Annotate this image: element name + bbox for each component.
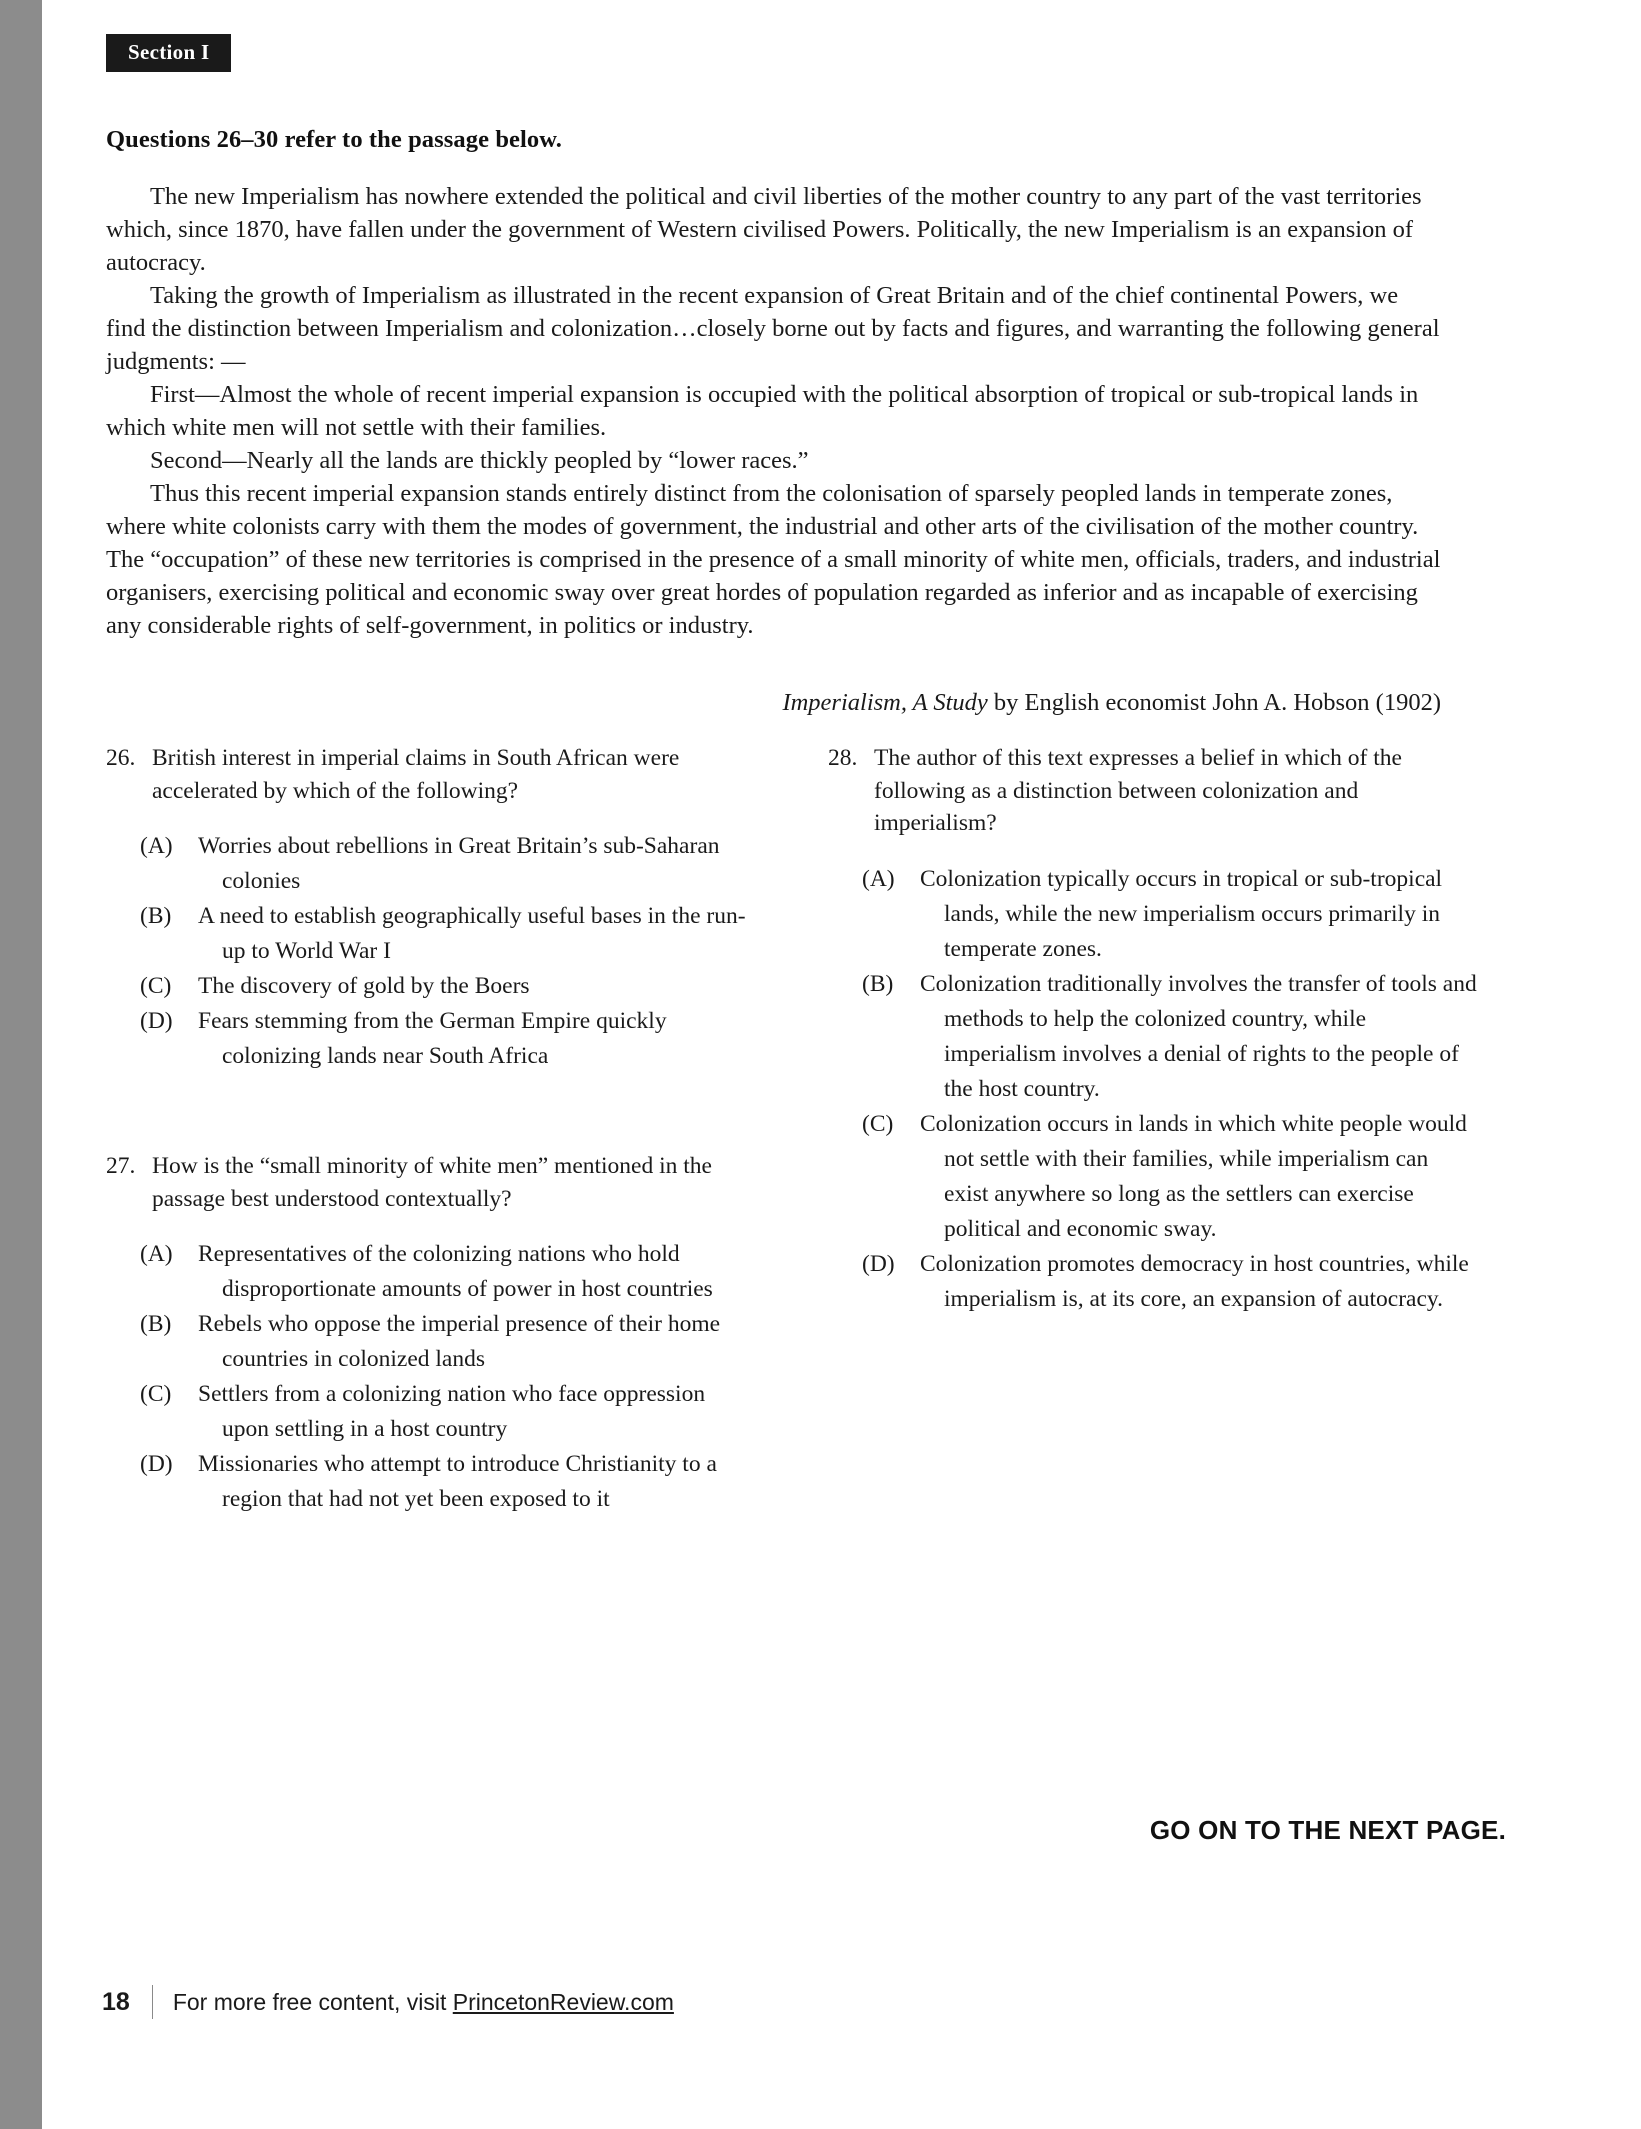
choice-text: Representatives of the colonizing nations who hold disproportionate amounts of power in host countries — [198, 1241, 713, 1302]
answer-choice-c[interactable] — [106, 1377, 756, 1447]
question-28 — [828, 742, 1478, 1317]
passage-attribution — [106, 686, 1441, 719]
choice-letter: (B) — [140, 903, 172, 929]
choice-text: Settlers from a colonizing nation who face oppression upon settling in a host country — [198, 1381, 706, 1442]
answer-choice-b[interactable] — [828, 967, 1478, 1107]
choice-letter: (A) — [862, 865, 895, 892]
princeton-review-link[interactable]: PrincetonReview.com — [452, 1988, 674, 2015]
answer-choice-d[interactable] — [828, 1247, 1478, 1317]
choice-text: Colonization typically occurs in tropical or sub-tropical lands, while the new imperialism occurs primarily in temperate zones. — [920, 865, 1443, 962]
answer-choice-c[interactable] — [828, 1107, 1478, 1247]
choice-letter: (D) — [140, 1008, 173, 1034]
choice-letter: (C) — [140, 1381, 172, 1407]
choice-letter: (C) — [140, 973, 172, 999]
answer-choice-b[interactable] — [106, 1307, 756, 1377]
footer-text — [172, 1988, 674, 2015]
choice-text: A need to establish geographically useful bases in the run-up to World War I — [198, 903, 746, 964]
passage-paragraph: Second—Nearly all the lands are thickly peopled by “lower races.” — [150, 447, 809, 474]
answer-choice-d[interactable] — [106, 1447, 756, 1517]
go-on-notice: GO ON TO THE NEXT PAGE. — [1149, 1815, 1506, 1845]
question-text: How is the “small minority of white men” mentioned in the passage best understood contextually? — [152, 1153, 712, 1212]
attribution-rest: by English economist John A. Hobson (1902) — [987, 689, 1441, 716]
question-stem — [106, 1150, 756, 1215]
page-binding-bar — [0, 0, 42, 2129]
passage-paragraph: Thus this recent imperial expansion stands entirely distinct from the colonisation of sparsely peopled lands in temperate zones, where white colonists carry with them the modes of government, the industrial and other arts of the civilisation of the mother country. The “occupation” of these new territories is comprised in the presence of a small minority of white men, officials, traders, and industrial organisers, exercising political and economic sway over great hordes of population regarded as inferior and as incapable of exercising any considerable rights of self-government, in politics or industry. — [106, 480, 1441, 639]
question-text: The author of this text expresses a belief in which of the following as a distinction between colonization and imperialism? — [874, 745, 1402, 836]
question-number: 27. — [106, 1153, 136, 1179]
section-tag: Section I — [106, 34, 231, 72]
questions-area — [106, 742, 1546, 1551]
choice-letter: (D) — [862, 1250, 895, 1277]
passage-paragraph: The new Imperialism has nowhere extended the political and civil liberties of the mother country to any part of the vast territories which, since 1870, have fallen under the government of Western civilised Powers. Politically, the new Imperialism is an expansion of autocracy. — [106, 183, 1422, 276]
questions-column-right — [828, 742, 1478, 1551]
question-number: 26. — [106, 745, 136, 771]
question-stem — [106, 742, 756, 807]
footer-text-before-link: For more free content, visit — [172, 1988, 453, 2015]
choice-text: Fears stemming from the German Empire quickly colonizing lands near South Africa — [198, 1008, 667, 1069]
choice-letter: (D) — [140, 1451, 173, 1477]
choice-letter: (B) — [140, 1311, 172, 1337]
footer-divider — [152, 1985, 153, 2019]
choice-text: The discovery of gold by the Boers — [198, 973, 530, 999]
page-body — [42, 0, 1641, 2129]
page-footer — [102, 1985, 674, 2019]
answer-choice-b[interactable] — [106, 899, 756, 969]
choice-text: Colonization traditionally involves the transfer of tools and methods to help the colonized country, while imperialism involves a denial of rights to the people of the host country. — [920, 970, 1477, 1102]
answer-choice-a[interactable] — [106, 1237, 756, 1307]
questions-heading: Questions 26–30 refer to the passage below. — [106, 126, 562, 153]
answer-choice-c[interactable] — [106, 969, 756, 1004]
passage-paragraph: Taking the growth of Imperialism as illustrated in the recent expansion of Great Britain and of the chief continental Powers, we find the distinction between Imperialism and colonization…closely borne out by facts and figures, and warranting the following general judgments: — — [106, 282, 1440, 375]
question-27 — [106, 1150, 756, 1517]
questions-column-left — [106, 742, 756, 1551]
question-spacer — [106, 1108, 756, 1150]
passage-section — [106, 126, 1506, 719]
choice-text: Colonization occurs in lands in which white people would not settle with their families, while imperialism can exist anywhere so long as the settlers can exercise political and economic sway. — [920, 1110, 1467, 1242]
answer-choices — [106, 829, 756, 1074]
answer-choice-d[interactable] — [106, 1004, 756, 1074]
choice-text: Worries about rebellions in Great Britain’s sub-Saharan colonies — [198, 833, 720, 894]
choice-letter: (A) — [140, 833, 173, 859]
page-number: 18 — [102, 1987, 130, 2016]
choice-text: Colonization promotes democracy in host countries, while imperialism is, at its core, an expansion of autocracy. — [920, 1250, 1469, 1312]
passage-paragraph: First—Almost the whole of recent imperial expansion is occupied with the political absorption of tropical or sub-tropical lands in which white men will not settle with their families. — [106, 381, 1419, 441]
answer-choice-a[interactable] — [828, 862, 1478, 967]
answer-choices — [828, 862, 1478, 1317]
choice-letter: (B) — [862, 970, 894, 997]
answer-choices — [106, 1237, 756, 1517]
question-number: 28. — [828, 745, 858, 771]
answer-choice-a[interactable] — [106, 829, 756, 899]
choice-letter: (C) — [862, 1110, 894, 1137]
choice-letter: (A) — [140, 1241, 173, 1267]
choice-text: Rebels who oppose the imperial presence of their home countries in colonized lands — [198, 1311, 721, 1372]
choice-text: Missionaries who attempt to introduce Christianity to a region that had not yet been exposed to it — [198, 1451, 717, 1512]
question-text: British interest in imperial claims in South African were accelerated by which of the following? — [152, 745, 680, 804]
question-stem — [828, 742, 1478, 840]
question-26 — [106, 742, 756, 1074]
passage-text — [106, 180, 1441, 642]
attribution-title: Imperialism, A Study — [782, 689, 988, 716]
